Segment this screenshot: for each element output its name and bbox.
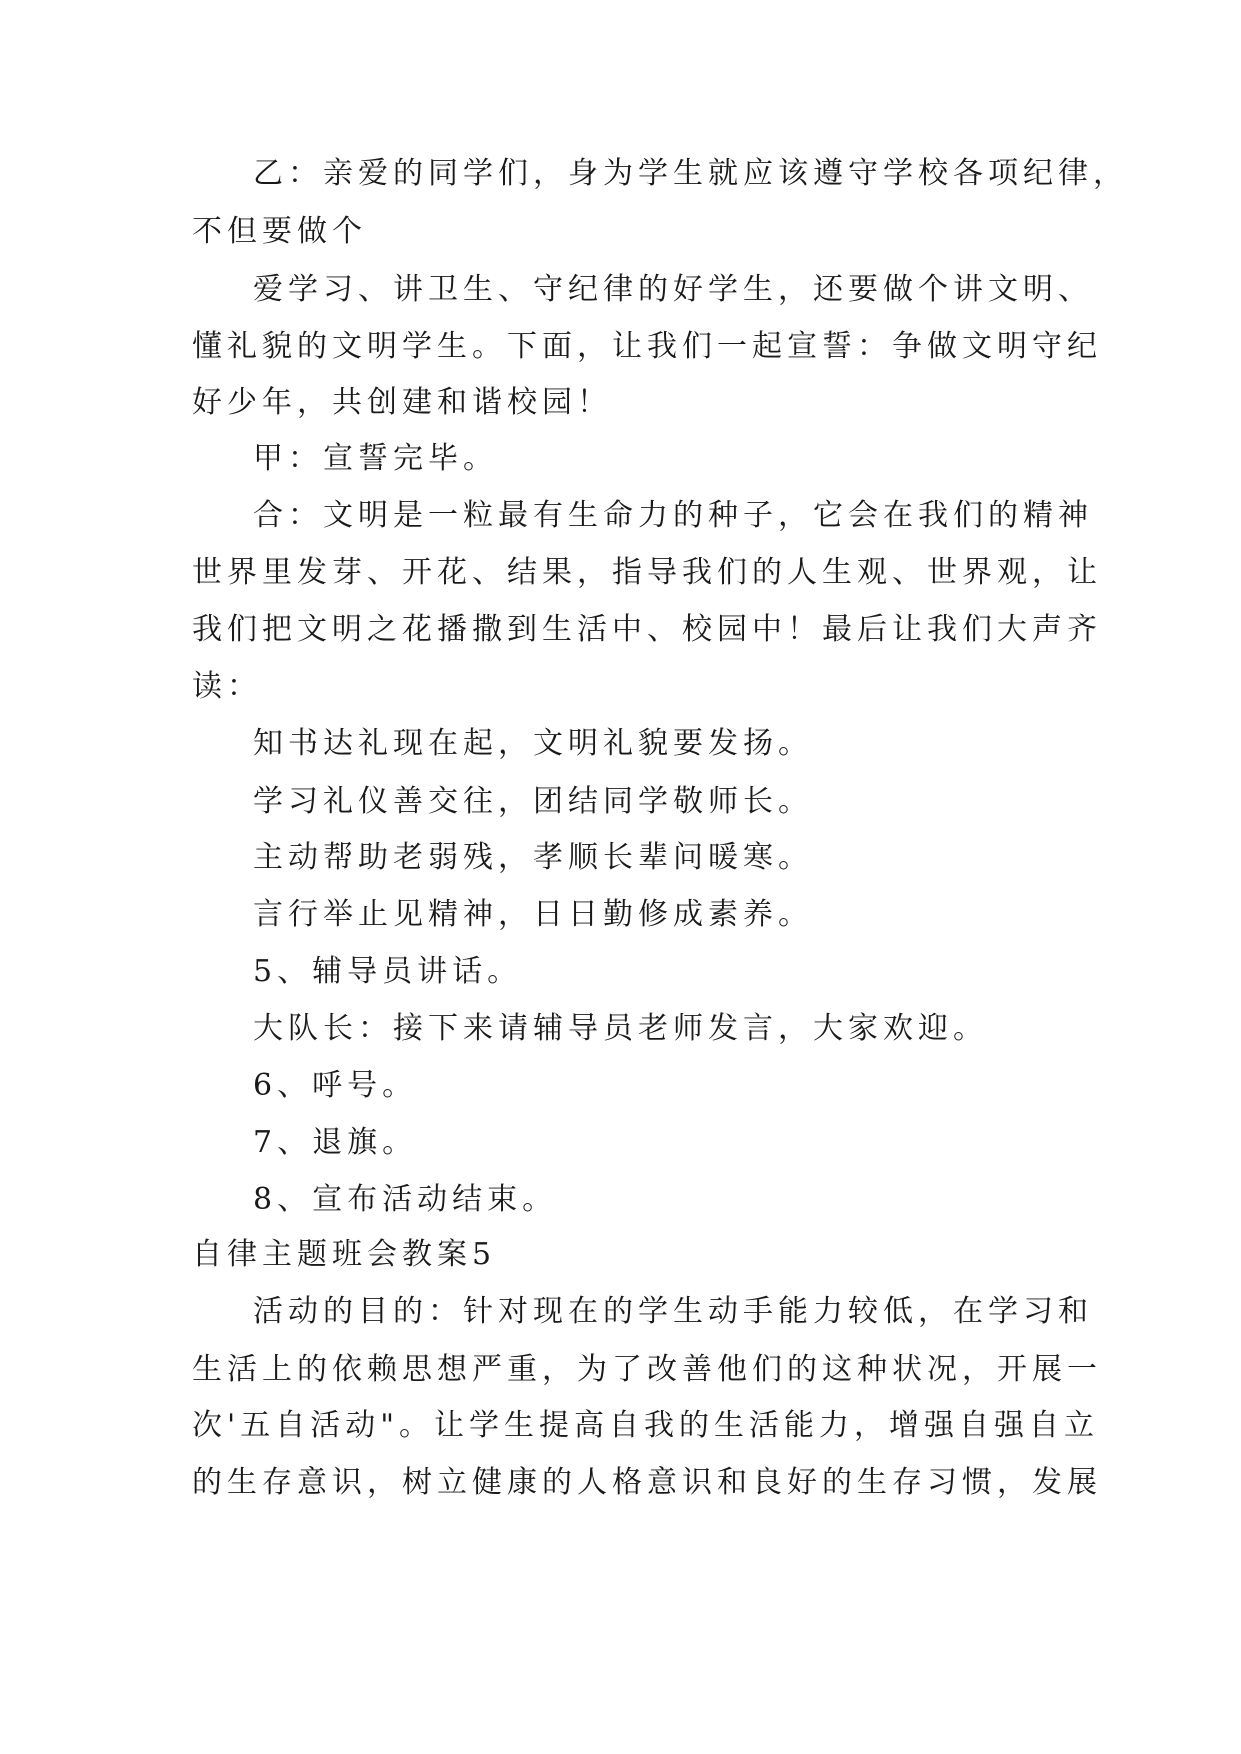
text-line: 学习礼仪善交往，团结同学敬师长。	[253, 784, 813, 819]
text-line: 5、辅导员讲话。	[253, 954, 523, 989]
text-line: 我们把文明之花播撒到生活中、校园中！最后让我们大声齐	[192, 612, 1102, 647]
text-line: 次'五自活动"。让学生提高自我的生活能力，增强自强自立	[192, 1408, 1100, 1443]
text-line: 乙：亲爱的同学们，身为学生就应该遵守学校各项纪律，	[253, 156, 1128, 191]
text-line: 生活上的依赖思想严重，为了改善他们的这种状况，开展一	[192, 1352, 1102, 1387]
text-line: 世界里发芽、开花、结果，指导我们的人生观、世界观，让	[192, 555, 1102, 590]
text-line: 7、退旗。	[253, 1125, 418, 1160]
text-line: 言行举止见精神，日日勤修成素养。	[253, 897, 813, 932]
text-line: 大队长：接下来请辅导员老师发言，大家欢迎。	[253, 1011, 988, 1046]
text-line: 不但要做个	[192, 214, 367, 249]
text-line: 读：	[192, 669, 262, 704]
text-line: 懂礼貌的文明学生。下面，让我们一起宣誓：争做文明守纪	[192, 329, 1102, 364]
text-line: 合：文明是一粒最有生命力的种子，它会在我们的精神	[253, 498, 1093, 533]
text-line: 知书达礼现在起，文明礼貌要发扬。	[253, 726, 813, 761]
text-line: 甲：宣誓完毕。	[253, 441, 498, 476]
text-line: 主动帮助老弱残，孝顺长辈问暖寒。	[253, 840, 813, 875]
text-line: 好少年，共创建和谐校园！	[192, 385, 612, 420]
text-line: 爱学习、讲卫生、守纪律的好学生，还要做个讲文明、	[253, 272, 1093, 307]
text-line: 6、呼号。	[253, 1068, 418, 1103]
text-line: 活动的目的：针对现在的学生动手能力较低，在学习和	[253, 1294, 1093, 1329]
text-line: 的生存意识，树立健康的人格意识和良好的生存习惯，发展	[192, 1465, 1102, 1500]
section-heading: 自律主题班会教案5	[192, 1237, 497, 1272]
text-line: 8、宣布活动结束。	[253, 1182, 558, 1217]
